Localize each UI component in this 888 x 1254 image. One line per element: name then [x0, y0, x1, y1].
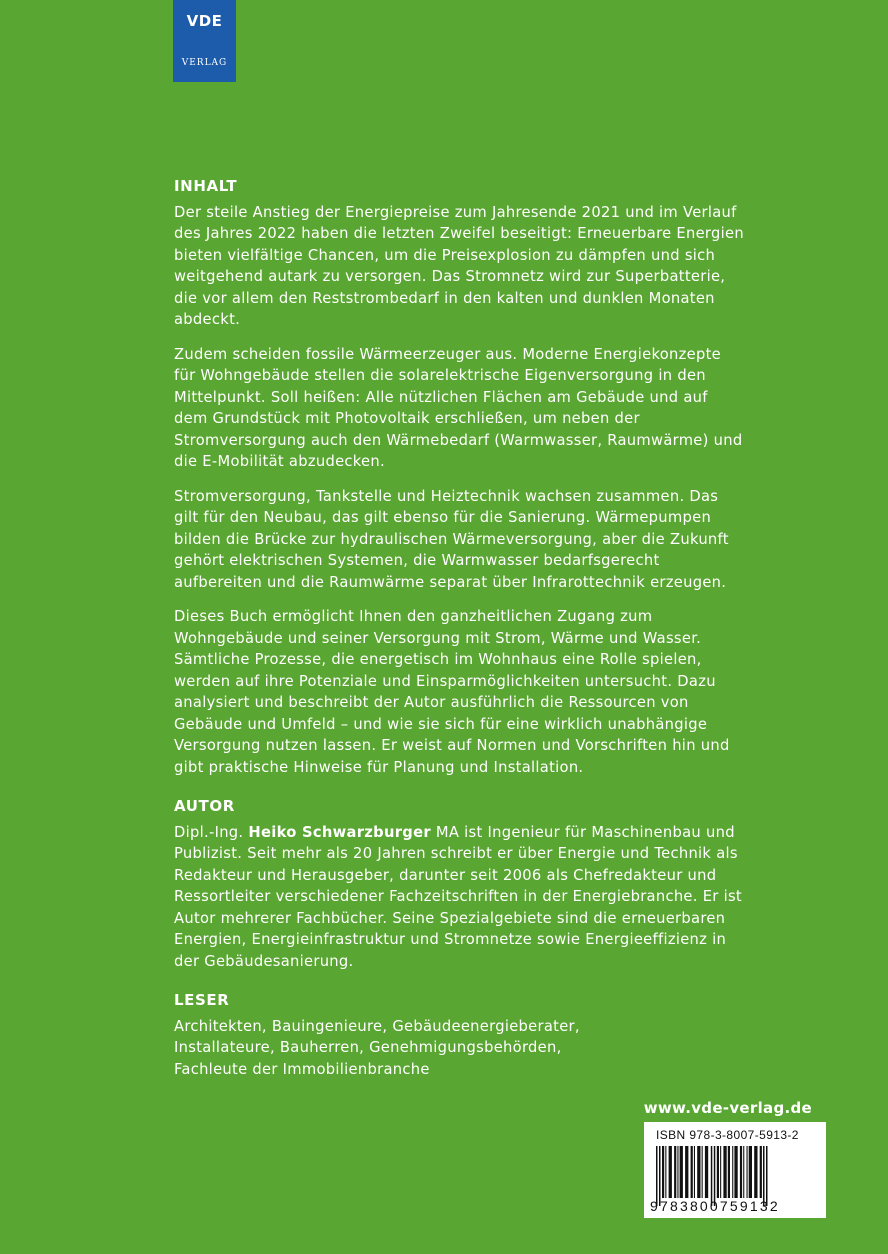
leser-line-1: Architekten, Bauingenieure, Gebäudeenergieberater, — [174, 1017, 580, 1035]
isbn-barcode-box — [644, 1122, 826, 1218]
barcode-digits: 9783800759132 — [650, 1198, 780, 1214]
barcode-bar — [728, 1146, 730, 1198]
barcode-bar — [747, 1146, 748, 1198]
leser-line-3: Fachleute der Immobilienbranche — [174, 1060, 430, 1078]
inhalt-paragraph-3: Stromversorgung, Tankstelle und Heiztechnik wachsen zusammen. Das gilt für den Neubau, das gilt ebenso für die Sanierung. Wärmepumpen bilden die Brücke zur hydraulischen Wärmeversorgung, aber die Zukunft gehört elektrischen Systemen, die Warmwasser bedarfsgerecht aufbereiten und die Raumwärme separat über Infrarottechnik erzeugen. — [174, 487, 729, 591]
leser-line-2: Installateure, Bauherren, Genehmigungsbehörden, — [174, 1039, 562, 1056]
leser-heading: LESER — [174, 991, 230, 1009]
inhalt-heading: INHALT — [174, 177, 238, 195]
autor-name: Heiko Schwarzburger — [248, 823, 431, 841]
inhalt-paragraph-2: Zudem scheiden fossile Wärmeerzeuger aus. Moderne Energiekonzepte für Wohngebäude stellen die solarelektrische Eigenversorgung in den Mittelpunkt. Soll heißen: Alle nützlichen Flächen am Gebäude und auf dem Grundstück mit Photovoltaik erschließen, um neben der Stromversorgung auch den Wärmebedarf (Warmwasser, Raumwärme) und die E-Mobilität abzudecken. — [174, 345, 743, 470]
back-cover-text — [174, 176, 744, 1098]
barcode-bar — [743, 1146, 744, 1198]
barcode-bar — [680, 1146, 683, 1198]
barcode-bar — [749, 1146, 752, 1198]
barcode-bar — [740, 1146, 742, 1198]
isbn-label: ISBN 978-3-8007-5913-2 — [656, 1128, 799, 1142]
barcode-bar — [669, 1146, 672, 1198]
barcode-bar — [763, 1146, 765, 1206]
autor-prefix: Dipl.-Ing. — [174, 823, 249, 841]
barcode-bar — [705, 1146, 708, 1198]
logo-sub-text: VERLAG — [181, 58, 228, 68]
barcode-bar — [714, 1146, 716, 1206]
barcode-bar — [711, 1146, 713, 1206]
barcode-bar — [662, 1146, 664, 1198]
section-inhalt — [174, 176, 744, 778]
autor-text: MA ist Ingenieur für Maschinenbau und Publizist. Seit mehr als 20 Jahren schreibt er über Energie und Technik als Redakteur und Herausgeber, darunter seit 2006 als Chefredakteur und Ressortleiter verschiedener Fachzeitschriften in der Energiebranche. Er ist Autor mehrerer Fachbücher. Seine Spezialgebiete sind die erneuerbaren Energien, Energieinfrastruktur und Stromnetze sowie Energieeffizienz in der Gebäudesanierung. — [174, 823, 742, 970]
barcode-bar — [717, 1146, 719, 1198]
barcode-bar — [674, 1146, 676, 1198]
barcode-bar — [723, 1146, 726, 1198]
autor-heading: AUTOR — [174, 797, 235, 815]
barcode-bar — [685, 1146, 688, 1198]
barcode-bar — [677, 1146, 678, 1198]
barcode-bar — [697, 1146, 700, 1198]
barcode-bar — [734, 1146, 737, 1198]
barcode-bar — [720, 1146, 721, 1198]
barcode-bar — [656, 1146, 658, 1206]
barcode-bar — [665, 1146, 666, 1198]
barcode-bar — [694, 1146, 695, 1198]
autor-paragraph — [174, 822, 744, 973]
inhalt-paragraph-1: Der steile Anstieg der Energiepreise zum Jahresende 2021 und im Verlauf des Jahres 2022 haben die letzten Zweifel beseitigt: Erneuerbare Energien bieten vielfältige Chancen, um die Preisexplosion zu dämpfen und sich weitgehend autark zu versorgen. Das Stromnetz wird zur Superbatterie, die vor allem den Reststrombedarf in den kalten und dunklen Monaten abdeckt. — [174, 203, 744, 328]
barcode-bar — [754, 1146, 757, 1198]
barcode-bar — [766, 1146, 768, 1206]
inhalt-paragraph-4: Dieses Buch ermöglicht Ihnen den ganzheitlichen Zugang zum Wohngebäude und seiner Versorgung mit Strom, Wärme und Wasser. Sämtliche Prozesse, die energetisch im Wohnhaus eine Rolle spielen, werden auf ihre Potenziale und Einsparmöglichkeiten untersucht. Dazu analysiert und beschreibt der Autor ausführlich die Ressourcen von Gebäude und Umfeld – und wie sie sich für eine wirklich unabhängige Versorgung nutzen lassen. Er weist auf Normen und Vorschriften hin und gibt praktische Hinweise für Planung und Installation. — [174, 608, 730, 776]
website-url: www.vde-verlag.de — [643, 1099, 812, 1117]
barcode-bar — [691, 1146, 693, 1198]
section-leser — [174, 990, 744, 1080]
barcode-bar — [702, 1146, 703, 1198]
logo-main-text: VDE — [186, 12, 223, 30]
barcode-bar — [732, 1146, 733, 1198]
barcode-bar — [760, 1146, 762, 1198]
barcode-bar — [659, 1146, 661, 1206]
section-autor — [174, 796, 744, 972]
vde-verlag-logo — [173, 0, 236, 82]
